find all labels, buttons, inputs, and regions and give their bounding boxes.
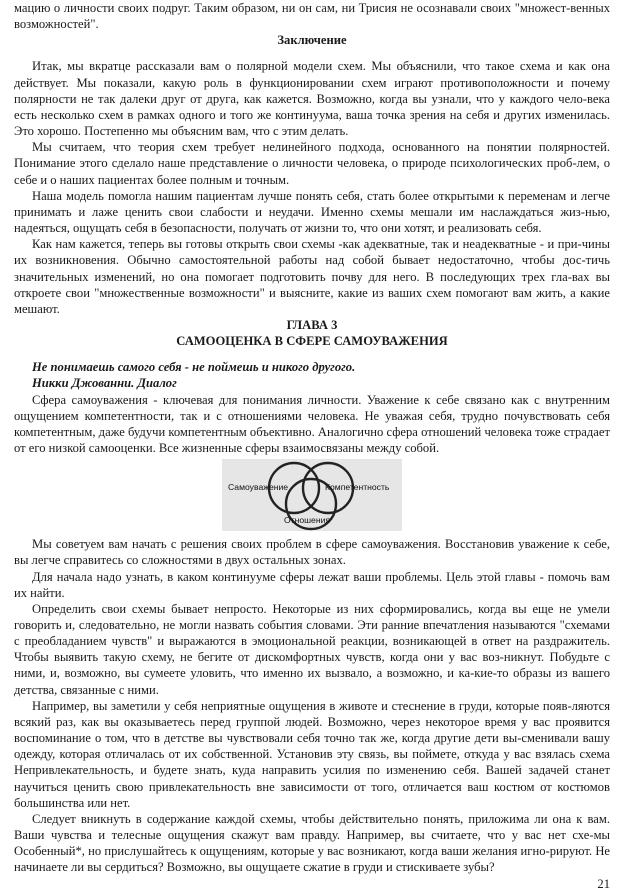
paragraph: Сфера самоуважения - ключевая для понимания личности. Уважение к себе связано как с внутренним ощущением компетентности, так и с отношениями человека. Не уважая себя, трудно почувствовать себя компетентным, даже будучи компетентным объективно. Аналогично сфера отношений человека тоже страдает от его низкой самооценки. Все жизненные сферы взаимосвязаны между собой. xyxy=(14,392,610,456)
paragraph: Например, вы заметили у себя неприятные ощущения в животе и стеснение в груди, которые появ-ляются всякий раз, как вы оказываетесь перед группой людей. Возможно, через некоторое время у вас проявится воспоминание о том, что в детстве вы чувствовали себя точно так же, когда другие дети вы-сменивали вашу одежду, которая отличалась от их собственной. Установив эту связь, вы поймете, откуда у вас взялась схема Непривлекательность, и будете знать, куда направить усилия по изменению себя. Вашей задачей станет научиться ценить свою привлекательность вне зависимости от того, отличается ваш костюм от костюмов большинства или нет. xyxy=(14,698,610,810)
section-heading-conclusion: Заключение xyxy=(277,33,347,48)
venn-figure xyxy=(222,459,402,531)
label-self-esteem: Самоуважение xyxy=(228,482,289,493)
paragraph: Мы советуем вам начать с решения своих проблем в сфере самоуважения. Восстановив уважение к себе, вы легче справитесь со сложностями в двух остальных зонах. xyxy=(14,537,610,568)
epigraph-source: Никки Джованни. Диалог xyxy=(32,376,177,391)
label-competence: Компетентность xyxy=(325,482,390,493)
paragraph: Для начала надо узнать, в каком континууме сферы лежат ваши проблемы. Цель этой главы - помочь вам их найти. xyxy=(14,569,610,600)
epigraph-quote: Не понимаешь самого себя - не поймешь и никого другого. xyxy=(32,360,356,375)
spheres-venn-diagram xyxy=(14,459,610,531)
paragraph: Итак, мы вкратце рассказали вам о полярной модели схем. Мы объяснили, что такое схема и как она действует. Мы показали, какую роль в функционировании схем играют противоположности и почему полярности не так далеки друг от друга, как кажется. Возможно, когда вы узнали, что у каждого чело-века есть несколько схем в рамках одного и того же континуума, ваша точка зрения на себя и других изменилась. Это хорошо. Постепенно мы объясним вам, что с этим делать. xyxy=(14,59,610,139)
chapter-title: САМООЦЕНКА В СФЕРЕ САМОУВАЖЕНИЯ xyxy=(176,334,448,349)
paragraph: Как нам кажется, теперь вы готовы открыть свои схемы -как адекватные, так и неадекватные - и при-чины их возникновения. Обычно самостоятельной работы над собой бывает недостаточно, чтобы дос-тичь значительных изменений, но она помогает подготовить почву для него. В последующих трех гла-вах вы откроете свои "множественные возможности" и выясните, какие из ваших схем помогают вам жить, а какие мешают. xyxy=(14,237,610,316)
chapter-number: ГЛАВА 3 xyxy=(286,317,338,332)
label-relations: Отношения xyxy=(284,515,331,526)
paragraph-continuation: мацию о личности своих подруг. Таким образом, ни он сам, ни Трисия не осознавали своих "множест-венных возможностей". xyxy=(14,1,610,32)
paragraph: Наша модель помогла нашим пациентам лучше понять себя, стать более открытыми к переменам и легче принимать и лаже ценить свои слабости и неудачи. Именно схемы мешали им наслаждаться жиз-нью, надеяться, ощущать себя в безопасности, получать от жизни то, что они хотят, и реализовать себя. xyxy=(14,188,610,236)
paragraph: Мы считаем, что теория схем требует нелинейного подхода, основанного на понятии полярностей. Понимание этого сделало наше представление о личности человека, о природе психологических проб-лем, о себе и о наших пациентах более полным и точным. xyxy=(14,140,610,187)
paragraph: Определить свои схемы бывает непросто. Некоторые из них сформировались, когда вы еще не умели говорить и, следовательно, не могли назвать события словами. Эти ранние впечатления называются "схемами с преобладанием чувств" и выражаются в эмоциональной реакции, возникающей в ответ на раздражитель. Чтобы выявить такую схему, не бегите от дискомфортных чувств, когда они у вас воз-никнут. Побудьте с ними, и, возможно, вы сумеете уловить, что именно их вызвало, а возможно, и ка-кие-то образы из вашего детства, связанные с ними. xyxy=(14,601,610,697)
page-number: 21 xyxy=(597,876,610,891)
paragraph: Следует вникнуть в содержание каждой схемы, чтобы действительно понять, приложима ли она к вам. Ваши чувства и телесные ощущения скажут вам правду. Например, вы считаете, что у вас нет схе-мы Особенный*, но прислушайтесь к ощущениям, которые у вас возникают, когда ваши желания игно-рируют. Не начинаете ли вы сердиться? Возможно, вы ощущаете сжатие в груди и стискиваете зубы? xyxy=(14,811,610,875)
